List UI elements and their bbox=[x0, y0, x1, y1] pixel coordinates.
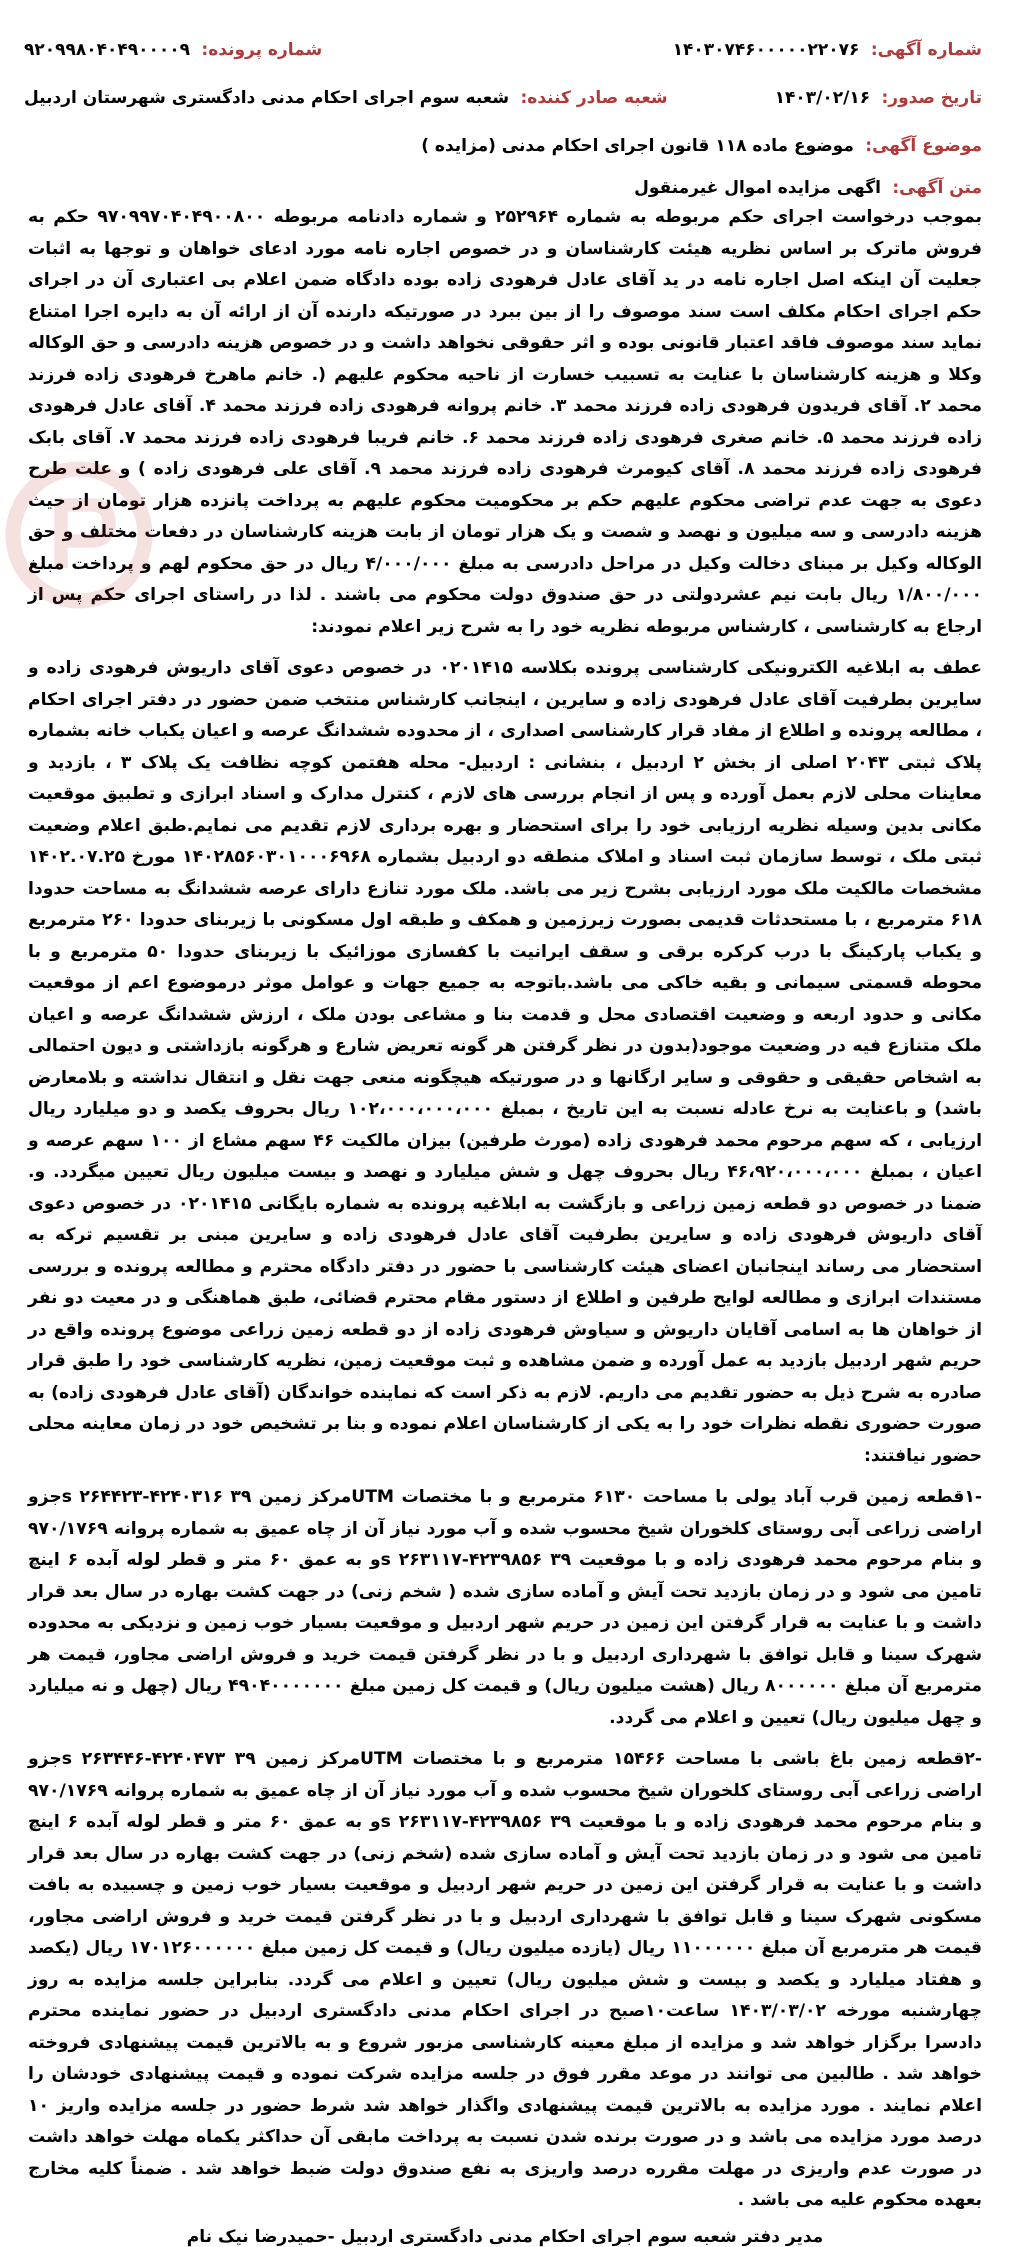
issuer-value: شعبه سوم اجرای احکام مدنی دادگستری شهرستان اردبیل bbox=[24, 88, 510, 108]
issuer bbox=[24, 88, 668, 108]
case-number-value: ۹۲۰۹۹۸۰۴۰۴۹۰۰۰۰۹ bbox=[24, 40, 191, 60]
subject bbox=[24, 136, 986, 156]
issue-date-value: ۱۴۰۳/۰۲/۱۶ bbox=[774, 88, 871, 108]
subject-value: موضوع ماده ۱۱۸ قانون اجرای احکام مدنی (مزایده ) bbox=[421, 136, 854, 156]
body-title-label: متن آگهی: bbox=[892, 178, 982, 198]
ad-number bbox=[673, 40, 982, 60]
ad-number-label: شماره آگهی: bbox=[870, 40, 982, 60]
issuer-label: شعبه صادر کننده: bbox=[520, 88, 668, 108]
paragraph-ruling: بموجب درخواست اجرای حکم مربوطه به شماره ۲۵۲۹۶۴ و شماره دادنامه مربوطه ۹۷۰۹۹۷۰۴۰۴۹۰۰۸۰۰ حکم به فروش ماترک بر اساس نظریه هیئت کارشناسان و در خصوص اجاره نامه مورد ادعای خواهان و توجها به اثبات جعلیت آن اینکه اصل اجاره نامه در ید آقای عادل فرهودی زاده بوده دادگاه ضمن اعلام بی اعتباری آن در اجرای حکم اجرای احکام مکلف است سند موصوف را از بین ببرد در صورتیکه دارنده آن از ارائه آن به دایره اجرا امتناع نماید سند موصوف فاقد اعتبار قانونی بوده و اثر حقوقی نخواهد داشت و در خصوص هزینه دادرسی و حق الوکاله وکلا و هزینه کارشناسان با عنایت به تسبیب خسارت از ناحیه محکوم علیهم (. خانم ماهرخ فرهودی زاده فرزند محمد ۲. آقای فریدون فرهودی زاده فرزند محمد ۳. خانم پروانه فرهودی زاده فرزند محمد ۴. آقای عادل فرهودی زاده فرزند محمد ۵. خانم صغری فرهودی زاده فرزند محمد ۶. خانم فریبا فرهودی زاده فرزند محمد ۷. آقای بابک فرهودی زاده فرزند محمد ۸. آقای کیومرث فرهودی زاده فرزند محمد ۹. آقای علی فرهودی زاده ) و علت طرح دعوی به جهت عدم تراضی محکوم علیهم حکم بر محکومیت محکوم علیهم به پرداخت پانزده هزار تومان از حیث هزینه دادرسی و سه میلیون و نهصد و شصت و یک هزار تومان از بابت هزینه کارشناسان در دفعات مختلف و حق الوکاله وکیل بر مبنای دخالت وکیل در مراحل دادرسی به مبلغ ۴/۰۰۰/۰۰۰ ریال در حق محکوم لهم و پرداخت مبلغ ۱/۸۰۰/۰۰۰ ریال بابت نیم عشردولتی در حق صندوق دولت محکوم می باشند . لذا در راستای اجرای حکم پس از ارجاع به کارشناسی ، کارشناس مربوطه نظریه خود را به شرح زیر اعلام نمودند: bbox=[28, 207, 983, 637]
signature: مدیر دفتر شعبه سوم اجرای احکام مدنی دادگستری اردبیل -حمیدرضا نیک نام bbox=[186, 2226, 824, 2247]
ad-number-value: ۱۴۰۳۰۷۴۶۰۰۰۰۰۲۲۰۷۶ bbox=[672, 40, 860, 60]
case-number-label: شماره پرونده: bbox=[201, 40, 323, 60]
case-number bbox=[24, 40, 322, 60]
subject-label: موضوع آگهی: bbox=[865, 136, 982, 156]
header-row-1 bbox=[24, 40, 986, 72]
body-title-value: اگهی مزایده اموال غیرمنقول bbox=[634, 178, 881, 198]
header-row-2 bbox=[24, 88, 986, 120]
issue-date-label: تاریخ صدور: bbox=[881, 88, 982, 108]
body-title bbox=[24, 178, 986, 198]
paragraph-land-2: -۲قطعه زمین باغ باشی با مساحت ۱۵۴۶۶ مترمربع و با مختصات UTMمرکز زمین ۳۹ ۴۲۴۰۴۷۳-۲۶۳۴۴۶ sجزو اراضی زراعی آبی روستای کلخوران شیخ محسوب شده و آب مورد نیاز آن از چاه عمیق به شماره پروانه ۹۷۰/۱۷۶۹ و بنام مرحوم محمد فرهودی زاده و با موقعیت ۳۹ ۴۲۳۹۸۵۶-۲۶۳۱۱۷ sو به عمق ۶۰ متر و قطر لوله آبده ۶ اینچ تامین می شود و در زمان بازدید تحت آیش و آماده سازی شده (شخم زنی) در جهت کشت بهاره در سال بعد قرار داشت و با عنایت به قرار گرفتن این زمین در حریم شهر اردبیل و موقعیت بسیار خوب زمین و چسبیده به بافت مسکونی شهرک سینا و قابل توافق با شهرداری اردبیل و با در نظر گرفتن قیمت خرید و فروش اراضی مجاور، قیمت هر مترمربع آن مبلغ ۱۱۰۰۰۰۰۰ ریال (یازده میلیون ریال) و قیمت کل زمین مبلغ ۱۷۰۱۲۶۰۰۰۰۰۰ ریال (یکصد و هفتاد میلیارد و یکصد و بیست و شش میلیون ریال) تعیین و اعلام می گردد. بنابراین جلسه مزایده به روز چهارشنبه مورخه ۱۴۰۳/۰۳/۰۲ ساعت۱۰صبح در اجرای احکام مدنی دادگستری اردبیل در حضور نماینده محترم دادسرا برگزار خواهد شد و مزایده از مبلغ معینه کارشناسی مزبور شروع و به بالاترین قیمت پیشنهادی فروخته خواهد شد . طالبین می توانند در موعد مقرر فوق در جلسه مزایده شرکت نموده و قیمت پیشنهادی خودشان را اعلام نمایند . مورد مزایده به بالاترین قیمت پیشنهادی واگذار خواهد شد شرط حضور در جلسه مزایده واریز ۱۰ درصد مورد مزایده می باشد و در صورت برنده شدن نسبت به پرداخت مابقی آن حداکثر یکماه مهلت خواهد داشت در صورت عدم واریزی در مهلت مقرره درصد واریزی به نفع صندوق دولت ضبط خواهد شد . ضمناً کلیه مخارج بعهده محکوم علیه می باشد . bbox=[28, 1749, 983, 2210]
paragraph-expert-report: عطف به ابلاغیه الکترونیکی کارشناسی پرونده بکلاسه ۰۲۰۱۴۱۵ در خصوص دعوی آقای داریوش فرهودی زاده و سایرین بطرفیت آقای عادل فرهودی زاده و سایرین ، اینجانب کارشناس منتخب ضمن حضور در دفتر اجرای احکام ، مطالعه پرونده و اطلاع از مفاد قرار کارشناسی اصداری ، از محدوده ششدانگ عرصه و اعیان یکباب خانه بشماره پلاک ثبتی ۲۰۴۳ اصلی از بخش ۲ اردبیل ، بنشانی : اردبیل- محله هفتمن کوچه نظافت یک پلاک ۳ ، بازدید و معاینات محلی لازم بعمل آورده و پس از انجام بررسی های لازم ، کنترل مدارک و اسناد ابرازی و تطبیق موقعیت مکانی بدین وسیله نظریه ارزیابی خود را برای استحضار و بهره برداری لازم تقدیم می نمایم.طبق اعلام وضعیت ثبتی ملک ، توسط سازمان ثبت اسناد و املاک منطقه دو اردبیل بشماره ۱۴۰۲۸۵۶۰۳۰۱۰۰۰۶۹۶۸ مورخ ۱۴۰۲.۰۷.۲۵ مشخصات مالکیت ملک مورد ارزیابی بشرح زیر می باشد. ملک مورد تنازع دارای عرصه ششدانگ به مساحت حدودا ۶۱۸ مترمربع ، با مستحدثات قدیمی بصورت زیرزمین و همکف و طبقه اول مسکونی با زیربنای حدودا ۲۶۰ مترمربع و یکباب پارکینگ با درب کرکره برقی و سقف ایرانیت با کفسازی موزائیک با زیربنای حدودا ۵۰ مترمربع و با محوطه قسمتی سیمانی و بقیه خاکی می باشد.باتوجه به جمیع جهات و عوامل موثر درموضوع اعم از موقعیت مکانی و حدود اربعه و وضعیت اقتصادی محل و قدمت بنا و مشاعی بودن ملک ، ارزش ششدانگ عرصه و اعیان ملک متنازع فیه در وضعیت موجود(بدون در نظر گرفتن هر گونه تعریض شارع و هرگونه بازداشتی و دیون احتمالی به اشخاص حقیقی و حقوقی و سایر ارگانها و در صورتیکه هیچگونه منعی جهت نقل و انتقال نداشته و بلامعارض باشد) و باعنایت به نرخ عادله نسبت به این تاریخ ، بمبلغ ۱۰۲،۰۰۰،۰۰۰،۰۰۰ ریال بحروف یکصد و دو میلیارد ریال ارزیابی ، که سهم مرحوم محمد فرهودی زاده (مورث طرفین) بیزان مالکیت ۴۶ سهم مشاع از ۱۰۰ سهم عرصه و اعیان ، بمبلغ ۴۶،۹۲۰،۰۰۰،۰۰۰ ریال بحروف چهل و شش میلیارد و نهصد و بیست میلیون ریال تعیین میگردد. و. ضمنا در خصوص دو قطعه زمین زراعی و بازگشت به ابلاغیه پرونده به شماره بایگانی ۰۲۰۱۴۱۵ در خصوص دعوی آقای داریوش فرهودی زاده و سایرین بطرفیت آقای عادل فرهودی زاده و سایرین مبنی بر تقسیم ترکه به استحضار می رساند اینجانبان اعضای هیئت کارشناسی با حضور در دفتر دادگاه محترم و مطالعه پرونده و بررسی مستندات ابرازی و مطالعه لوایح طرفین و اطلاع از دستور مقام محترم قضائی، طبق هماهنگی و در معیت دو نفر از خواهان ها به اسامی آقایان داریوش و سیاوش فرهودی زاده از دو قطعه زمین زراعی موضوع پرونده واقع در حریم شهر اردبیل بازدید به عمل آورده و ضمن مشاهده و ثبت موقعیت زمین، نظریه کارشناسی خود را طبق قرار صادره به شرح ذیل به حضور تقدیم می داریم. لازم به ذکر است که نماینده خواندگان (آقای عادل فرهودی زاده) به صورت حضوری نقطه نظرات خود را به یکی از کارشناسان اعلام نموده و بنا بر تشخیص خود در زمان معاینه محلی حضور نیافتند: bbox=[28, 658, 983, 1466]
issue-date bbox=[775, 88, 982, 108]
paragraph-land-1: -۱قطعه زمین قرب آباد یولی با مساحت ۶۱۳۰ مترمربع و با مختصات UTMمرکز زمین ۳۹ ۴۲۴۰۳۱۶-۲۶۴۴۲۳ sجزو اراضی زراعی آبی روستای کلخوران شیخ محسوب شده و آب مورد نیاز آن از چاه عمیق به شماره پروانه ۹۷۰/۱۷۶۹ و بنام مرحوم محمد فرهودی زاده و با موقعیت ۳۹ ۴۲۳۹۸۵۶-۲۶۳۱۱۷ sو به عمق ۶۰ متر و قطر لوله آبده ۶ اینچ تامین می شود و در زمان بازدید تحت آیش و آماده سازی شده ( شخم زنی) در جهت کشت بهاره در سال بعد قرار داشت و با عنایت به قرار گرفتن این زمین در حریم شهر اردبیل و موقعیت بسیار خوب زمین و نزدیکی به محدوده شهرک سینا و قابل توافق با شهرداری اردبیل و با در نظر گرفتن قیمت خرید و فروش اراضی مجاور، قیمت هر مترمربع آن مبلغ ۸۰۰۰۰۰۰ ریال (هشت میلیون ریال) و قیمت کل زمین مبلغ ۴۹۰۴۰۰۰۰۰۰۰ ریال (چهل و نه میلیارد و چهل میلیون ریال) تعیین و اعلام می گردد. bbox=[28, 1487, 983, 1728]
